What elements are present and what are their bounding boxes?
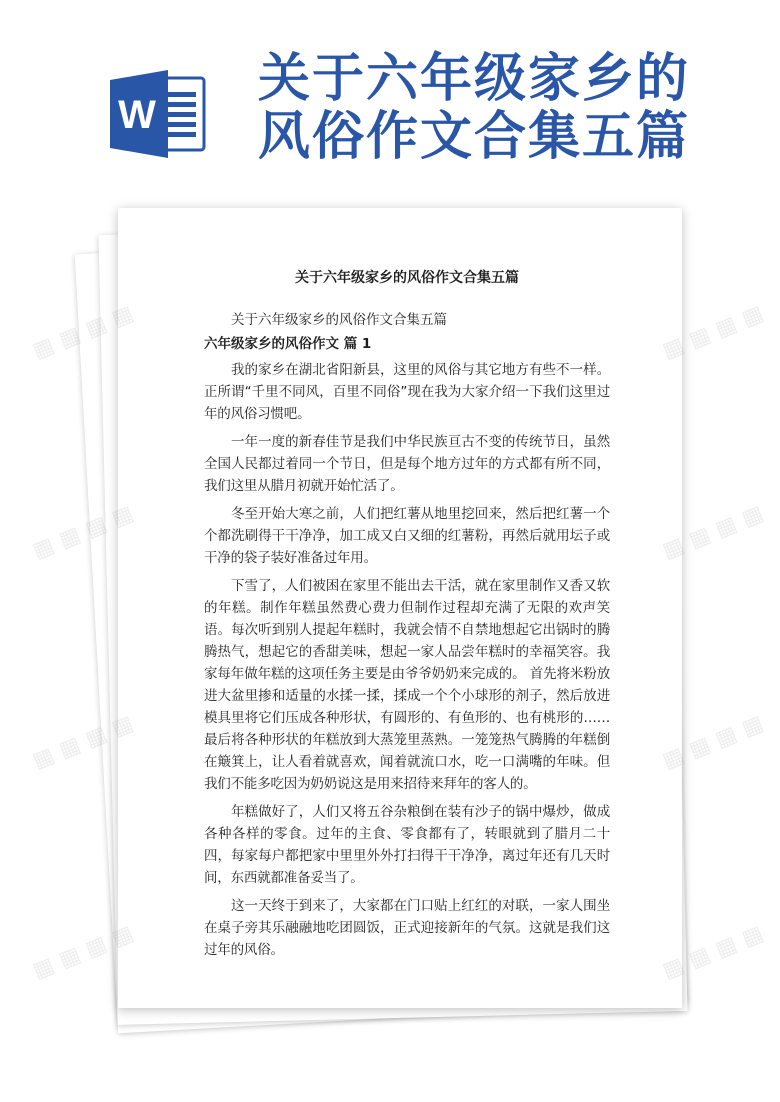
paragraph: 年糕做好了，人们又将五谷杂粮倒在装有沙子的锅中爆炒，做成各种各样的零食。过年的主食、零食都有了，转眼就到了腊月二十四，每家每户都把家中里里外外打扫得干干净净，离过年还有几天时间，东西就都准备妥当了。: [204, 804, 610, 886]
document-subtitle: 关于六年级家乡的风俗作文合集五篇: [231, 312, 447, 328]
watermark: ▦ ▦ ▦ ▦: [29, 501, 137, 564]
watermark: ▦ ▦ ▦ ▦: [29, 711, 137, 774]
paragraph: 冬至开始大寒之前，人们把红薯从地里挖回来，然后把红薯一个个都洗刷得干干净净，加工成又白又细的红薯粉，再然后就用坛子或干净的袋子装好准备过年用。: [204, 506, 610, 566]
word-logo-letter: W: [118, 93, 156, 137]
watermark: ▦ ▦ ▦ ▦: [659, 711, 767, 774]
document-body: [204, 268, 610, 967]
watermark: ▦ ▦ ▦ ▦: [659, 301, 767, 364]
watermark: ▦ ▦ ▦ ▦: [29, 921, 137, 984]
paragraph: 下雪了，人们被困在家里不能出去干活，就在家里制作又香又软的年糕。制作年糕虽然费心费力但制作过程却充满了无限的欢声笑语。每次听到别人提起年糕时，我就会情不自禁地想起它出锅时的腾腾热气，想起它的香甜美味，想起一家人品尝年糕时的幸福笑容。我家每年做年糕的这项任务主要是由爷爷奶奶来完成的。 首先将米粉放进大盆里掺和适量的水揉一揉，揉成一个个小球形的剂子，然后放进模具里将它们压成各种形状，有圆形的、有鱼形的、也有桃形的……最后将各种形状的年糕放到大蒸笼里蒸熟。一笼笼热气腾腾的年糕倒在簸箕上，让人看着就喜欢，闻着就流口水，吃一口满嘴的年味。但我们不能多吃因为奶奶说这是用来招待来拜年的客人的。: [204, 578, 610, 792]
paragraph: 一年一度的新春佳节是我们中华民族亘古不变的传统节日，虽然全国人民都过着同一个节日，但是每个地方过年的方式都有所不同，我们这里从腊月初就开始忙活了。: [204, 434, 610, 494]
section-heading: 六年级家乡的风俗作文 篇 1: [204, 336, 372, 352]
banner-title: [258, 50, 758, 166]
document-title: 关于六年级家乡的风俗作文合集五篇: [295, 270, 519, 286]
word-document-icon: [110, 68, 208, 160]
banner-title-line-2: 风俗作文合集五篇: [258, 107, 691, 167]
paragraph: 我的家乡在湖北省阳新县，这里的风俗与其它地方有些不一样。正所谓“千里不同风，百里不同俗”现在我为大家介绍一下我们这里过年的风俗习惯吧。: [204, 362, 610, 422]
watermark: ▦ ▦: [29, 322, 85, 364]
banner-title-line-1: 关于六年级家乡的: [258, 49, 691, 109]
watermark: ▦ ▦ ▦ ▦: [659, 921, 767, 984]
watermark: ▦ ▦ ▦ ▦: [659, 501, 767, 564]
paragraph: 这一天终于到来了，大家都在门口贴上红红的对联，一家人围坐在桌子旁其乐融融地吃团圆饭，正式迎接新年的气氛。这就是我们这过年的风俗。: [204, 898, 610, 958]
